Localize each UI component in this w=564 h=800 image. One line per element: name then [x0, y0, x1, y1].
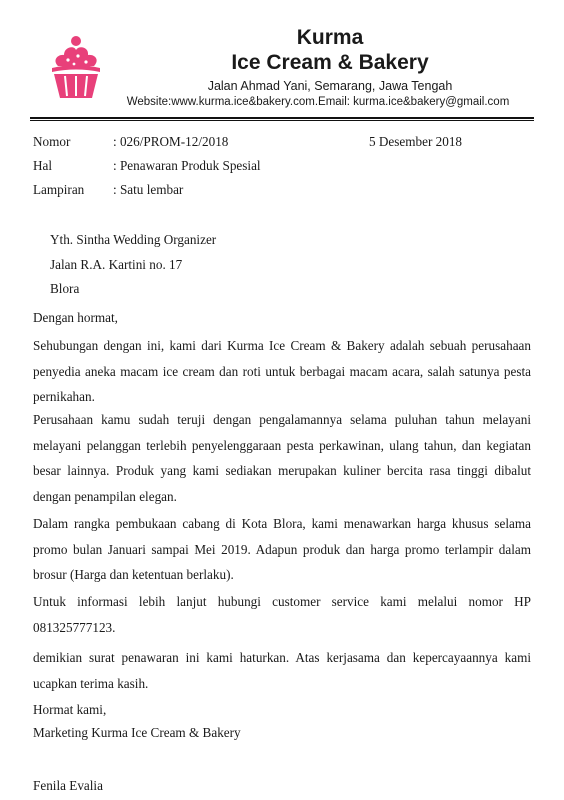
paragraph: Perusahaan kamu sudah teruji dengan pengalamannya selama puluhan tahun melayani melayani pelanggan terlebih penyelenggaraan pesta perkawinan, ulang tahun, dan kegiatan besar lainnya. Produk yang kami sediakan merupakan kuliner bercita rasa tinggi dibalut dengan penampilan elegan. — [33, 412, 531, 504]
cupcake-icon — [48, 34, 104, 100]
header-divider-thin — [30, 120, 534, 121]
company-address: Jalan Ahmad Yani, Semarang, Jawa Tengah — [207, 79, 453, 93]
meta-hal-value: : Penawaran Produk Spesial — [113, 158, 261, 173]
letter-date: 5 Desember 2018 — [369, 134, 463, 149]
meta-hal-label: Hal — [33, 158, 53, 173]
recipient-line: Blora — [50, 281, 80, 296]
paragraph: demikian surat penawaran ini kami haturkan. Atas kerjasama dan kepercayaannya kami ucapkan terima kasih. — [33, 650, 531, 691]
meta-nomor-value: : 026/PROM-12/2018 — [113, 134, 229, 149]
recipient-address — [50, 228, 216, 302]
company-block — [120, 26, 540, 110]
signer-name: Fenila Evalia — [33, 778, 103, 793]
recipient-line: Yth. Sintha Wedding Organizer — [50, 232, 217, 247]
paragraph: Sehubungan dengan ini, kami dari Kurma Ice Cream & Bakery adalah sebuah perusahaan penyedia aneka macam ice cream dan roti untuk berbagai macam acara, salah satunya pesta pernikahan. — [33, 338, 531, 404]
meta-nomor-label: Nomor — [33, 134, 71, 149]
salutation: Dengan hormat, — [33, 310, 118, 325]
meta-lampiran-value: : Satu lembar — [113, 182, 184, 197]
paragraph: Dalam rangka pembukaan cabang di Kota Blora, kami menawarkan harga khusus selama promo bulan Januari sampai Mei 2019. Adapun produk dan harga promo terlampir dalam brosur (Harga dan ketentuan berlaku). — [33, 516, 531, 582]
header-divider — [30, 117, 534, 119]
paragraph: Untuk informasi lebih lanjut hubungi customer service kami melalui nomor HP 081325777123. — [33, 594, 531, 635]
recipient-line: Jalan R.A. Kartini no. 17 — [50, 256, 183, 272]
company-name-line2: Ice Cream & Bakery — [231, 51, 429, 74]
company-contact: Website:www.kurma.ice&bakery.com.Email: kurma.ice&bakery@gmail.com — [126, 96, 510, 108]
letterhead — [0, 0, 564, 118]
closing-line: Hormat kami, — [33, 702, 107, 717]
closing-line: Marketing Kurma Ice Cream & Bakery — [33, 725, 241, 740]
company-name-line1: Kurma — [296, 26, 364, 49]
meta-lampiran-label: Lampiran — [33, 182, 85, 197]
